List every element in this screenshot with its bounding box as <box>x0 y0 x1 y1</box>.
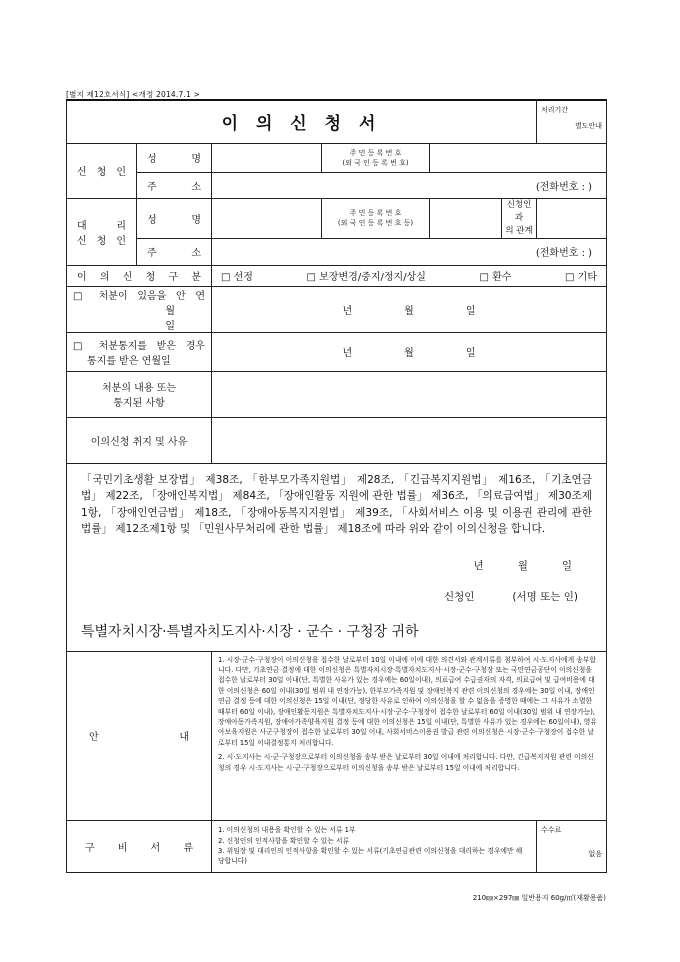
disposal-date-field[interactable] <box>212 286 607 332</box>
disposal-year: 년 <box>342 305 353 317</box>
proxy-label-2: 신 청 인 <box>77 235 126 247</box>
fee-label: 수수료 <box>541 825 562 834</box>
documents-list <box>212 820 537 872</box>
objection-type-options <box>212 265 607 286</box>
documents-label: 구 비 서 류 <box>67 820 212 872</box>
addressee: 특별자치시장·특별자치도지사·시장 · 군수 · 구청장 귀하 <box>81 623 419 640</box>
notice-date-label-1: □ 처분통지를 받은 경우 <box>73 340 205 352</box>
applicant-address-label: 주 소 <box>137 172 212 198</box>
fee-value: 없음 <box>588 849 603 858</box>
proxy-relation-1: 신청인과 <box>506 199 532 223</box>
type-option-refund[interactable]: □ 환수 <box>479 272 512 283</box>
disposal-date-label <box>67 286 212 332</box>
document-item: 2. 신청인의 인적사항을 확인할 수 있는 서류 <box>218 836 350 845</box>
guide-item-1: 1. 시장·군수·구청장이 이의신청을 접수한 날로부터 10일 이내에 이에 대한 의견서와 관계서류를 첨부하여 시·도지사에게 송부합니다. 다만, 기초연금 결정에 대한 이의신청은 특별자치시장·특별자치도지사·시장·군수·구청장 또는 국민연금공단이 이의신청을 접수한 날로부터 30일 이내(단, 특별한 사유가 있는 경우에는 60일이내), 의료급여 수급권자의 자격, 의료급여 및 급여비용에 대한 이의신청은 60일 이내(30일 범위 내 연장가능), 한부모가족지원 및 장애인복지 관련 이의신청의 경우에는 30일 이내, 장애인연금 결정 등에 대한 이의신청은 15일 이내(단, 정당한 사유로 인하여 이의신청을 할 수 없음을 증명한 때에는 그 사유가 소멸한 때부터 60일 이내), 장애인활동지원은 특별자치도지사·시장·군수·구청장이 접수한 날로부터 60일 이내(30일 범위 내 연장가능), 장애아동가족지원, 장애아가족양육지원 결정 등에 대한 이의신청은 15일 이내(단, 특별한 사유가 있는 경우에는 60일이내), 영유아보육지원은 사군구청장이 접수한 날로부터 30일 이내, 사회서비스이용권 발급 관련 이의신청은 시장·군수·구청장이 접수한 날로부터 15일 이내결정통지 처리합니다. <box>218 655 597 747</box>
notice-date-label <box>67 332 212 371</box>
proxy-label <box>67 198 137 265</box>
sign-year: 년 <box>473 559 484 572</box>
document-item: 3. 위임장 및 대리인의 인적사항을 확인할 수 있는 서류(기초연금관련 이의신청을 대리하는 경우에만 해당합니다) <box>218 847 523 866</box>
applicant-id-label <box>322 143 430 172</box>
form-header: [별지 제12호서식] <개정 2014.7.1 > <box>66 90 201 99</box>
processing-label: 처리기간 <box>541 106 569 114</box>
objection-form <box>66 99 607 873</box>
notice-date-label-2: 통지를 받은 연월일 <box>87 355 171 367</box>
proxy-phone: (전화번호 : ) <box>535 248 593 259</box>
guide-item-2: 2. 시·도지사는 시·군·구청장으로부터 이의신청을 송부 받은 날로부터 30일 이내에 처리합니다. 다만, 긴급복지지원 관련 이의신청의 경우 시·도지사는 시·군·구청장으로부터 이의신청을 송부 받은 날로부터 15일 이내에 처리합니다. <box>218 753 594 772</box>
sign-month: 월 <box>517 559 528 572</box>
proxy-name-field[interactable] <box>212 198 322 238</box>
document-item: 1. 이의신청의 내용을 확인할 수 있는 서류 1부 <box>218 826 356 835</box>
applicant-name-label: 성 명 <box>137 143 212 172</box>
proxy-id-label-text: 주 민 등 록 번 호 <box>349 209 402 217</box>
reason-field[interactable] <box>212 417 607 463</box>
proxy-relation-field[interactable] <box>537 198 607 238</box>
processing-value: 별도안내 <box>574 122 603 130</box>
applicant-id-sub-text: (외 국 인 등 록 번 호) <box>342 158 409 167</box>
proxy-id-field[interactable] <box>430 198 502 238</box>
content-label-2: 통지된 사항 <box>113 398 165 409</box>
objection-type-label: 이 의 신 청 구 분 <box>67 265 212 286</box>
disposal-day: 일 <box>465 305 476 317</box>
proxy-address-label: 주 소 <box>137 238 212 265</box>
reason-label: 이의신청 취지 및 사유 <box>67 417 212 463</box>
statement-block <box>67 463 607 651</box>
disposal-content-field[interactable] <box>212 371 607 417</box>
proxy-label-1: 대 리 <box>77 220 126 232</box>
content-label-1: 처분의 내용 또는 <box>102 383 176 394</box>
signer-label: 신청인 <box>443 591 475 603</box>
applicant-phone: (전화번호 : ) <box>535 181 593 193</box>
applicant-name-field[interactable] <box>212 143 322 172</box>
paper-spec: 210㎜×297㎜ 일반용지 60g/㎡(재활용품) <box>472 894 606 902</box>
legal-statement: 「국민기초생활 보장법」 제38조, 「한부모가족지원법」 제28조, 「긴급복지지원법」 제16조, 「기초연금법」 제22조, 「장애인복지법」 제84조, 「장애인활동 지원에 관한 법률」 제36조, 「의료급여법」 제30조제1항, 「장애인연금법」 제18조, 「장애아동복지지원법」 제39조, 「사회서비스 이용 및 이용권 관리에 관한 법률」 제12조제1항 및 「민원사무처리에 관한 법률」 제18조에 따라 위와 같이 이의신청을 합니다. <box>81 473 593 535</box>
notice-month: 월 <box>404 348 414 359</box>
guide-label: 안 내 <box>67 651 212 820</box>
disposal-date-label-1: □ 처분이 있음을 안 연 <box>73 290 205 302</box>
proxy-id-sub-text: (외 국 인 등 록 번 호 등) <box>337 219 414 227</box>
proxy-name-label: 성 명 <box>137 198 212 238</box>
guide-content <box>212 651 607 820</box>
notice-year: 년 <box>342 348 353 359</box>
applicant-id-label-text: 주 민 등 록 번 호 <box>349 148 402 157</box>
signer-line <box>81 589 592 606</box>
proxy-id-label <box>322 198 430 238</box>
disposal-month: 월 <box>404 305 414 317</box>
signature-field[interactable]: (서명 또는 인) <box>512 591 579 603</box>
sign-day: 일 <box>561 559 573 572</box>
proxy-relation-label <box>502 198 537 238</box>
disposal-content-label <box>67 371 212 417</box>
applicant-label: 신 청 인 <box>67 143 137 198</box>
form-title: 이 의 신 청 서 <box>67 100 537 143</box>
date-line <box>81 558 592 575</box>
disposal-date-label-2: 월 일 <box>165 305 205 332</box>
proxy-address-field[interactable] <box>212 238 607 265</box>
applicant-id-field[interactable] <box>430 143 607 172</box>
applicant-address-field[interactable] <box>212 172 607 198</box>
type-option-change[interactable]: □ 보장변경/중지/정지/상실 <box>306 272 426 283</box>
notice-date-field[interactable] <box>212 332 607 371</box>
fee-cell <box>537 820 607 872</box>
notice-day: 일 <box>465 348 476 359</box>
processing-period <box>537 100 607 143</box>
type-option-other[interactable]: □ 기타 <box>565 272 597 283</box>
type-option-selection[interactable]: □ 선정 <box>221 272 253 283</box>
proxy-relation-2: 의 관계 <box>505 225 533 236</box>
